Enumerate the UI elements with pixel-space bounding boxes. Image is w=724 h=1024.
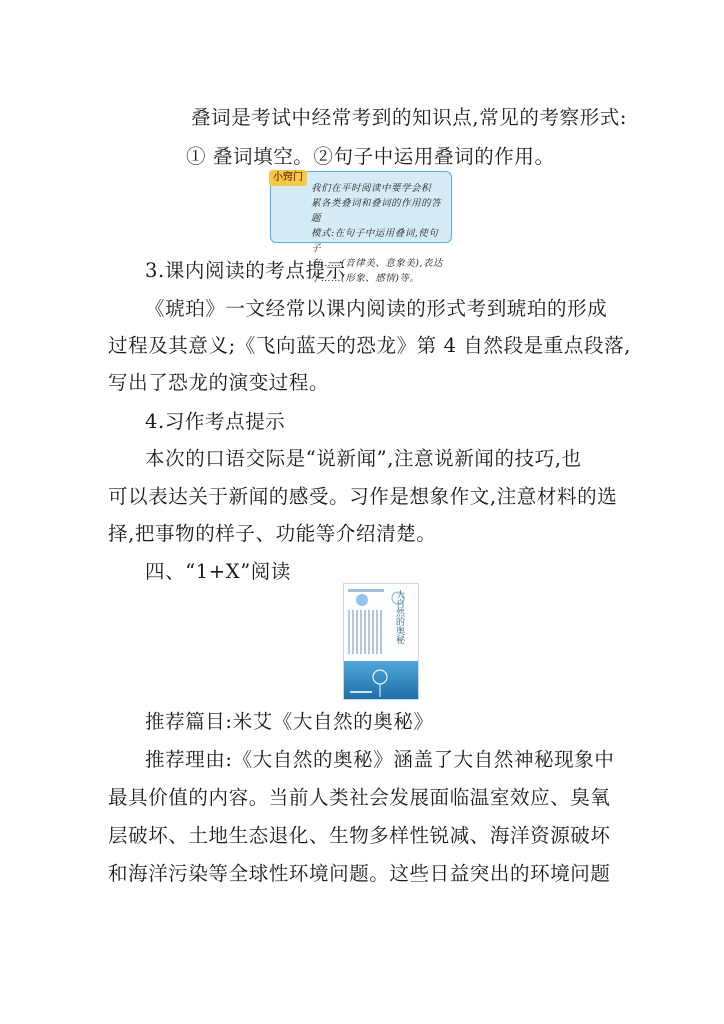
text-line: 可以表达关于新闻的感受。习作是想象作文,注意材料的选 [108,485,618,508]
book-cover-title: 大自然的奥秘 [394,590,404,644]
book-cover-image [343,583,419,700]
dandelion-icon [344,661,419,699]
text-line: 过程及其意义;《飞向蓝天的恐龙》第 4 自然段是重点段落, [108,334,631,357]
section-heading: 四、“1+X”阅读 [145,560,291,583]
tip-box [270,171,452,284]
text-line: 推荐理由:《大自然的奥秘》涵盖了大自然神秘现象中 [145,748,615,771]
text-line: ① 叠词填空。②句子中运用叠词的作用。 [186,145,555,168]
text-line: 最具价值的内容。当前人类社会发展面临温室效应、臭氧 [108,786,611,809]
text-line: 《琥珀》一文经常以课内阅读的形式考到琥珀的形成 [145,297,608,320]
section-heading: 3.课内阅读的考点提示 [145,259,346,282]
text-line: 择,把事物的样子、功能等介绍清楚。 [108,522,437,545]
tip-text: 我们在平时阅读中要学会积 累各类叠词和叠词的作用的答题 模式:在句子中运用叠词,使句子 有……(音律美、意象美),表达 了……(形象、感情)等。 [311,183,443,284]
cover-sky-band [344,661,418,699]
text-line: 写出了恐龙的演变过程。 [108,371,330,394]
section-heading: 4.习作考点提示 [145,410,286,433]
tip-tag: 小窍门 [269,170,307,186]
text-line: 本次的口语交际是“说新闻”,注意说新闻的技巧,也 [145,447,582,470]
text-line: 推荐篇目:米艾《大自然的奥秘》 [145,710,434,733]
text-line: 层破坏、土地生态退化、生物多样性锐减、海洋资源破坏 [108,824,611,847]
text-line: 和海洋污染等全球性环境问题。这些日益突出的环境问题 [108,862,611,885]
text-line: 叠词是考试中经常考到的知识点,常见的考察形式: [191,106,628,129]
